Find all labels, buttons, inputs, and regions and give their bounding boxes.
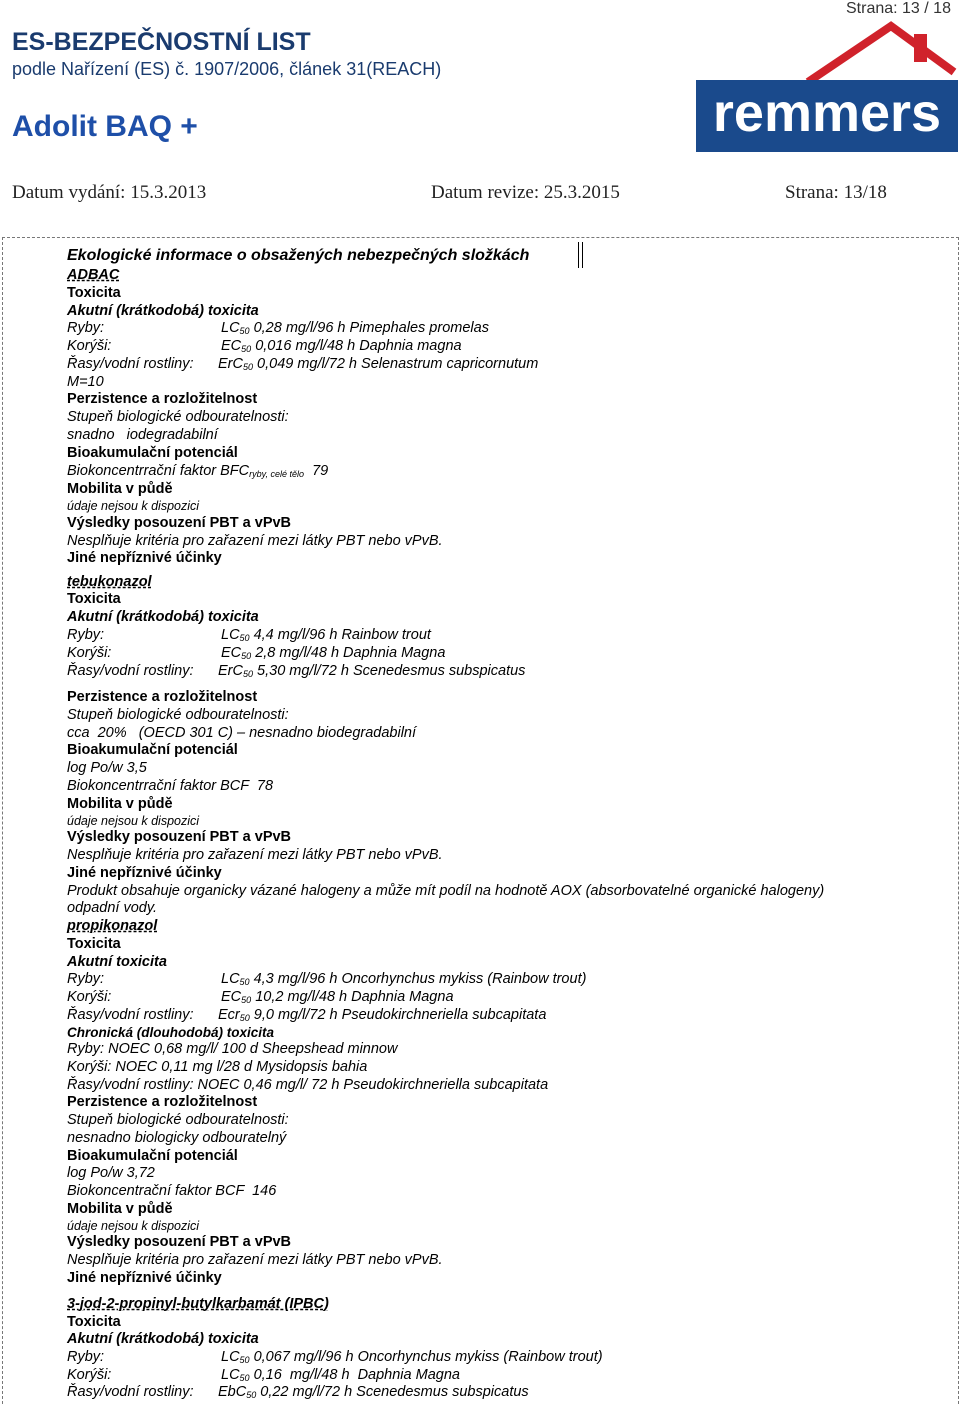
subheading: Toxicita bbox=[67, 1314, 121, 1330]
tox-row: Řasy/vodní rostliny: ErC$_{50}$ 0,049 mg/l/72 h Selenastrum capricornutum bbox=[67, 356, 539, 372]
substance-name: propikonazol bbox=[67, 918, 158, 934]
subheading: Výsledky posouzení PBT a vPvB bbox=[67, 1234, 292, 1250]
text-line: Nesplňuje kritéria pro zařazení mezi látky PBT nebo vPvB. bbox=[67, 533, 443, 549]
subheading: Perzistence a rozložitelnost bbox=[67, 391, 258, 407]
subheading: Jiné nepříznivé účinky bbox=[67, 1270, 222, 1286]
tox-row: Korýši: $EC_{50}$ 2,8 mg/l/48 h Daphnia Magna bbox=[67, 645, 446, 661]
svg-text:remmers: remmers bbox=[712, 83, 942, 143]
substance-name: tebukonazol bbox=[67, 574, 152, 590]
m-factor: M=10 bbox=[67, 374, 104, 390]
subheading: Bioakumulační potenciál bbox=[67, 742, 238, 758]
substance-name: 3-jod-2-propinyl-butylkarbamát (IPBC) bbox=[67, 1296, 329, 1312]
text-line: Stupeň biologické odbouratelnosti: bbox=[67, 707, 289, 723]
text-line: Korýši: NOEC 0,11 mg l/28 d Mysidopsis bahia bbox=[67, 1059, 368, 1075]
tox-row: Korýši: $EC_{50}$ 10,2 mg/l/48 h Daphnia Magna bbox=[67, 989, 454, 1005]
text-line: odpadní vody. bbox=[67, 900, 158, 916]
document-title: ES-BEZPEČNOSTNÍ LIST bbox=[12, 28, 311, 56]
subheading: Výsledky posouzení PBT a vPvB bbox=[67, 515, 292, 531]
text-line: údaje nejsou k dispozici bbox=[67, 499, 200, 513]
tox-row: Řasy/vodní rostliny: EbC$_{50}$ 0,22 mg/l/72 h Scenedesmus subspicatus bbox=[67, 1384, 529, 1400]
text-line: údaje nejsou k dispozici bbox=[67, 1219, 200, 1233]
remmers-logo bbox=[696, 20, 958, 160]
text-line: Nesplňuje kritéria pro zařazení mezi látky PBT nebo vPvB. bbox=[67, 847, 443, 863]
subheading: Mobilita v půdě bbox=[67, 481, 173, 497]
subheading: Perzistence a rozložitelnost bbox=[67, 1094, 258, 1110]
product-name: Adolit BAQ + bbox=[12, 110, 198, 143]
subheading: Akutní (krátkodobá) toxicita bbox=[67, 1331, 259, 1347]
section-heading: Ekologické informace o obsažených nebezpečných složkách bbox=[67, 247, 530, 264]
subheading: Jiné nepříznivé účinky bbox=[67, 865, 222, 881]
subheading: Akutní toxicita bbox=[67, 954, 167, 970]
subheading: Jiné nepříznivé účinky bbox=[67, 550, 222, 566]
subheading: Perzistence a rozložitelnost bbox=[67, 689, 258, 705]
subheading: Mobilita v půdě bbox=[67, 796, 173, 812]
page-number-top: Strana: 13 / 18 bbox=[846, 0, 951, 17]
substance-name: ADBAC bbox=[67, 267, 120, 283]
tox-row: Ryby: $LC_{50}$ 0,067 mg/l/96 h Oncorhynchus mykiss (Rainbow trout) bbox=[67, 1349, 603, 1365]
text-line: Biokoncentrační faktor BCF 146 bbox=[67, 1183, 277, 1199]
text-line: Biokoncentrrační faktor BCF 78 bbox=[67, 778, 274, 794]
text-line: Stupeň biologické odbouratelnosti: bbox=[67, 1112, 289, 1128]
text-line: Produkt obsahuje organicky vázané halogeny a může mít podíl na hodnotě AOX (absorbovatelné organické halogeny) bbox=[67, 883, 825, 899]
subheading: Akutní (krátkodobá) toxicita bbox=[67, 609, 259, 625]
text-line: Ryby: NOEC 0,68 mg/l/ 100 d Sheepshead minnow bbox=[67, 1041, 398, 1057]
text-line: Nesplňuje kritéria pro zařazení mezi látky PBT nebo vPvB. bbox=[67, 1252, 443, 1268]
text-line: cca 20% (OECD 301 C) – nesnadno biodegradabilní bbox=[67, 725, 417, 741]
tox-row: Ryby: $LC_{50}$ 0,28 mg/l/96 h Pimephales promelas bbox=[67, 320, 489, 336]
subheading: Toxicita bbox=[67, 591, 121, 607]
text-line: Řasy/vodní rostliny: NOEC 0,46 mg/l/ 72 h Pseudokirchneriella subcapitata bbox=[67, 1077, 549, 1093]
subheading: Mobilita v půdě bbox=[67, 1201, 173, 1217]
text-line: snadno iodegradabilní bbox=[67, 427, 218, 443]
revision-date: Datum revize: 25.3.2015 bbox=[431, 182, 620, 203]
revision-bar bbox=[578, 242, 583, 268]
subheading: Akutní (krátkodobá) toxicita bbox=[67, 303, 259, 319]
text-line: nesnadno biologicky odbouratelný bbox=[67, 1130, 287, 1146]
subheading: Výsledky posouzení PBT a vPvB bbox=[67, 829, 292, 845]
tox-row: Řasy/vodní rostliny: Ecr$_{50}$ 9,0 mg/l/72 h Pseudokirchneriella subcapitata bbox=[67, 1007, 547, 1023]
document-subtitle: podle Nařízení (ES) č. 1907/2006, článek 31(REACH) bbox=[12, 59, 442, 79]
tox-row: Řasy/vodní rostliny: ErC$_{50}$ 5,30 mg/l/72 h Scenedesmus subspicatus bbox=[67, 663, 526, 679]
page-number: Strana: 13/18 bbox=[785, 182, 887, 203]
text-line: log Po/w 3,5 bbox=[67, 760, 147, 776]
subheading: Toxicita bbox=[67, 936, 121, 952]
text-line: údaje nejsou k dispozici bbox=[67, 814, 200, 828]
subheading: Chronická (dlouhodobá) toxicita bbox=[67, 1025, 275, 1040]
tox-row: Ryby: $LC_{50}$ 4,3 mg/l/96 h Oncorhynchus mykiss (Rainbow trout) bbox=[67, 971, 587, 987]
subheading: Bioakumulační potenciál bbox=[67, 1148, 238, 1164]
subheading: Toxicita bbox=[67, 285, 121, 301]
text-line: Biokoncentrrační faktor $BFC_{ryby, celé tělo}$ 79 bbox=[67, 463, 329, 479]
text-line: log Po/w 3,72 bbox=[67, 1165, 155, 1181]
tox-row: Korýši: $LC_{50}$ 0,16 mg/l/48 h Daphnia Magna bbox=[67, 1367, 460, 1383]
text-line: Stupeň biologické odbouratelnosti: bbox=[67, 409, 289, 425]
subheading: Bioakumulační potenciál bbox=[67, 445, 238, 461]
tox-row: Ryby: $LC_{50}$ 4,4 mg/l/96 h Rainbow trout bbox=[67, 627, 431, 643]
issue-date: Datum vydání: 15.3.2013 bbox=[12, 182, 207, 203]
tox-row: Korýši: $EC_{50}$ 0,016 mg/l/48 h Daphnia magna bbox=[67, 338, 462, 354]
